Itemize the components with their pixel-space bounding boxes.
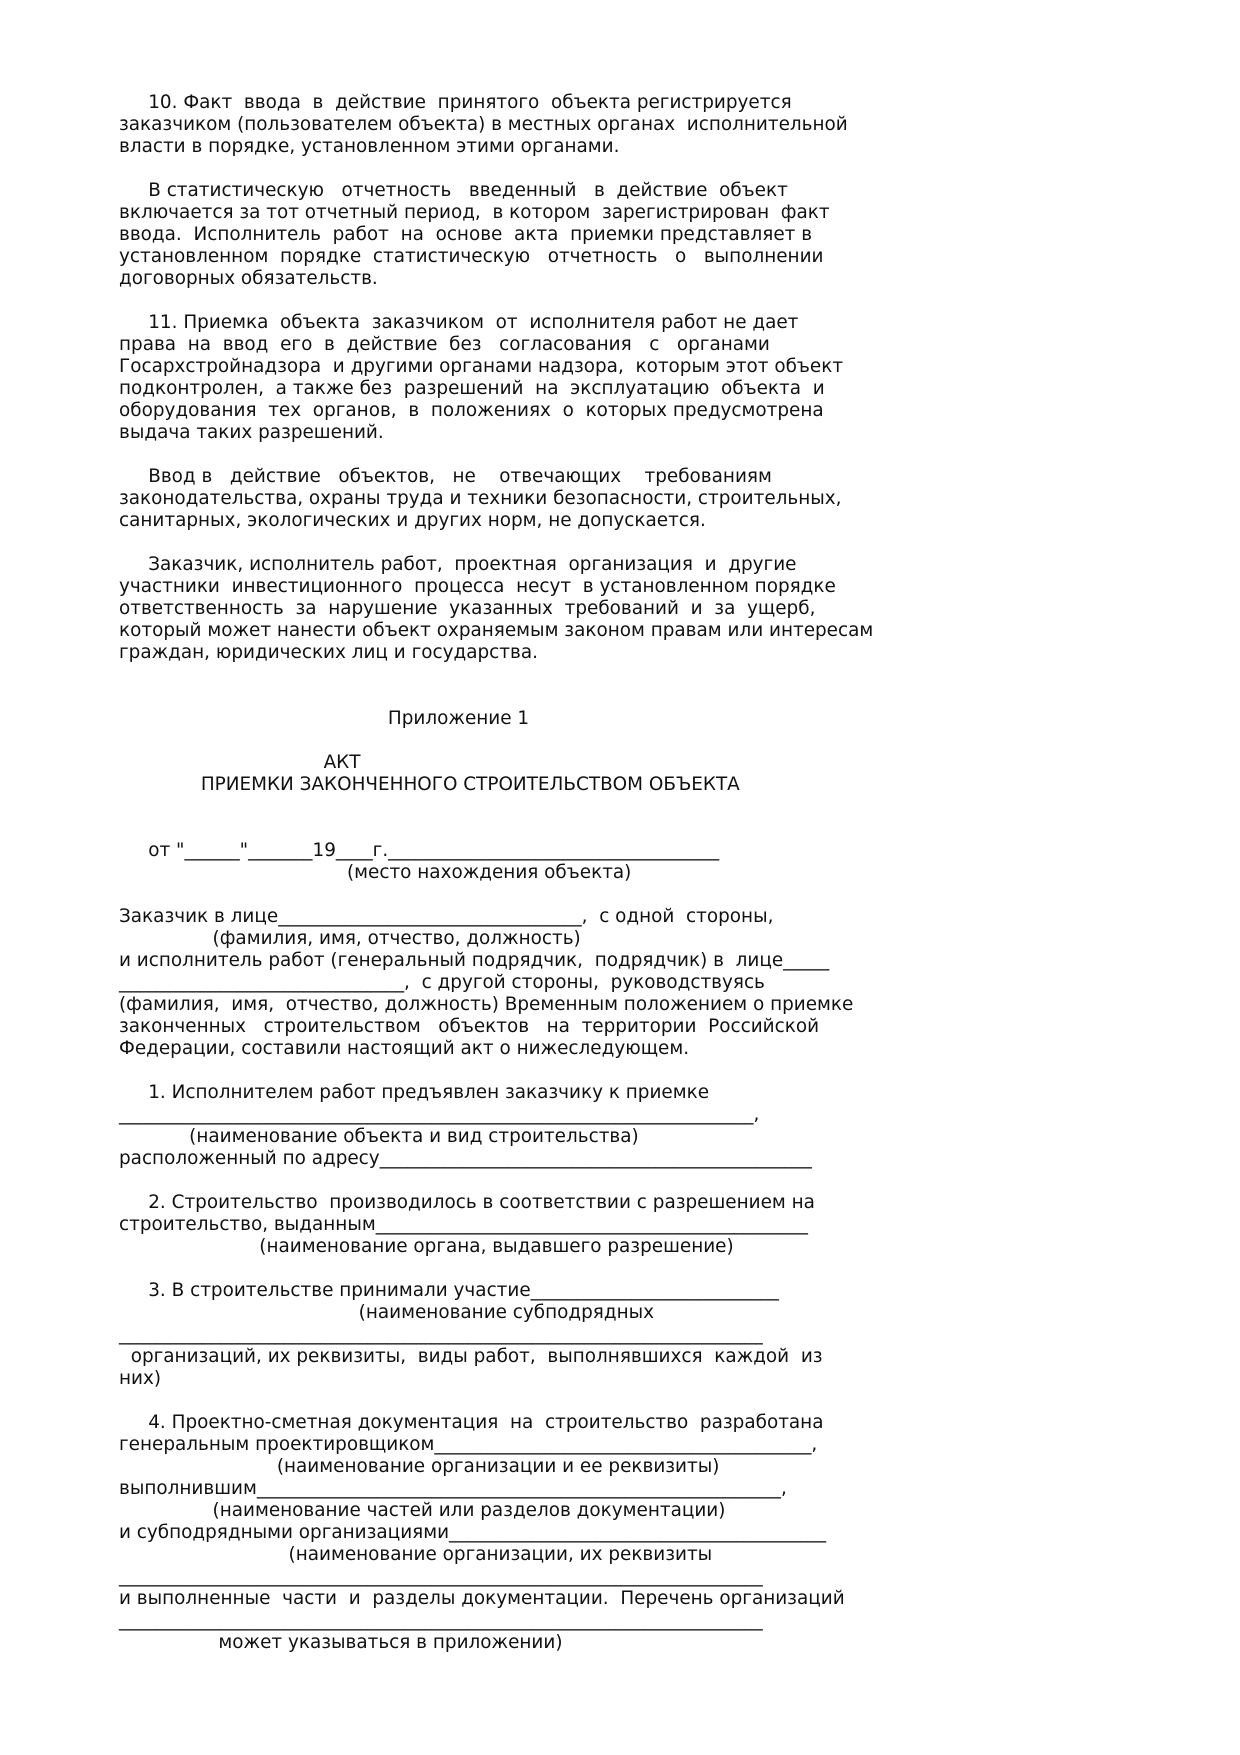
text-line: граждан, юридических лиц и государства. <box>119 642 538 663</box>
text-line: власти в порядке, установленном этими органами. <box>119 136 620 157</box>
text-line: (наименование организации и ее реквизиты) <box>119 1456 720 1477</box>
text-line: 3. В строительстве принимали участие___________________________ <box>119 1280 779 1301</box>
text-line: Госархстройнадзора и другими органами надзора, которым этот объект <box>119 356 844 377</box>
text-line: выполнившим_________________________________________________________, <box>119 1478 787 1499</box>
text-line: _______________________________, с другой стороны, руководствуясь <box>119 972 765 993</box>
text-line: и субподрядными организациями_________________________________________ <box>119 1522 827 1543</box>
text-line: ввода. Исполнитель работ на основе акта приемки представляет в <box>119 224 813 245</box>
text-line: (наименование организации, их реквизиты <box>119 1544 713 1565</box>
text-line: 1. Исполнителем работ предъявлен заказчику к приемке <box>119 1082 710 1103</box>
text-line: включается за тот отчетный период, в котором зарегистрирован факт <box>119 202 830 223</box>
text-line: права на ввод его в действие без согласования с органами <box>119 334 770 355</box>
text-line: выдача таких разрешений. <box>119 422 384 443</box>
text-line: (фамилия, имя, отчество, должность) Временным положением о приемке <box>119 994 854 1015</box>
text-line: оборудования тех органов, в положениях о которых предусмотрена <box>119 400 824 421</box>
text-line: 11. Приемка объекта заказчиком от исполнителя работ не дает <box>119 312 799 333</box>
text-line: них) <box>119 1368 162 1389</box>
text-line: договорных обязательств. <box>119 268 378 289</box>
text-line: Приложение 1 <box>119 708 530 729</box>
text-line: Заказчик в лице_________________________________, с одной стороны, <box>119 906 774 927</box>
text-line: _____________________________________________________________________, <box>119 1104 760 1125</box>
text-line: (наименование субподрядных <box>119 1302 655 1323</box>
text-line: В статистическую отчетность введенный в действие объект <box>119 180 788 201</box>
text-line: АКТ <box>119 752 361 773</box>
text-line: (наименование органа, выдавшего разрешение) <box>119 1236 734 1257</box>
text-line: который может нанести объект охраняемым законом правам или интересам <box>119 620 874 641</box>
text-line: ______________________________________________________________________ <box>119 1610 763 1631</box>
text-line: 2. Строительство производилось в соответствии с разрешением на <box>119 1192 815 1213</box>
text-line: (наименование частей или разделов документации) <box>119 1500 726 1521</box>
text-line: законодательства, охраны труда и техники безопасности, строительных, <box>119 488 842 509</box>
text-line: расположенный по адресу_______________________________________________ <box>119 1148 812 1169</box>
text-line: и выполненные части и разделы документации. Перечень организаций <box>119 1588 845 1609</box>
text-line: Заказчик, исполнитель работ, проектная организация и другие <box>119 554 797 575</box>
text-line: законченных строительством объектов на территории Российской <box>119 1016 820 1037</box>
text-line: (место нахождения объекта) <box>119 862 632 883</box>
text-line: Ввод в действие объектов, не отвечающих требованиям <box>119 466 772 487</box>
text-line: установленном порядке статистическую отчетность о выполнении <box>119 246 824 267</box>
text-line: и исполнитель работ (генеральный подрядчик, подрядчик) в лице_____ <box>119 950 830 971</box>
text-line: (фамилия, имя, отчество, должность) <box>119 928 581 949</box>
text-line: генеральным проектировщиком_________________________________________, <box>119 1434 818 1455</box>
text-line: ______________________________________________________________________ <box>119 1324 763 1345</box>
text-line: ответственность за нарушение указанных требований и за ущерб, <box>119 598 816 619</box>
text-line: заказчиком (пользователем объекта) в местных органах исполнительной <box>119 114 848 135</box>
text-line: строительство, выданным_______________________________________________ <box>119 1214 808 1235</box>
text-line: 10. Факт ввода в действие принятого объекта регистрируется <box>119 92 792 113</box>
text-line: подконтролен, а также без разрешений на эксплуатацию объекта и <box>119 378 825 399</box>
text-line: ПРИЕМКИ ЗАКОНЧЕННОГО СТРОИТЕЛЬСТВОМ ОБЪЕКТА <box>119 774 740 795</box>
text-line: (наименование объекта и вид строительства) <box>119 1126 639 1147</box>
text-line: может указываться в приложении) <box>119 1632 563 1653</box>
text-line: от "______"_______19____г.____________________________________ <box>119 840 720 861</box>
text-line: организаций, их реквизиты, виды работ, выполнявшихся каждой из <box>119 1346 823 1367</box>
text-line: Федерации, составили настоящий акт о нижеследующем. <box>119 1038 690 1059</box>
text-line: санитарных, экологических и других норм, не допускается. <box>119 510 706 531</box>
text-line: участники инвестиционного процесса несут в установленном порядке <box>119 576 836 597</box>
text-line: 4. Проектно-сметная документация на строительство разработана <box>119 1412 824 1433</box>
text-line: ______________________________________________________________________ <box>119 1566 763 1587</box>
